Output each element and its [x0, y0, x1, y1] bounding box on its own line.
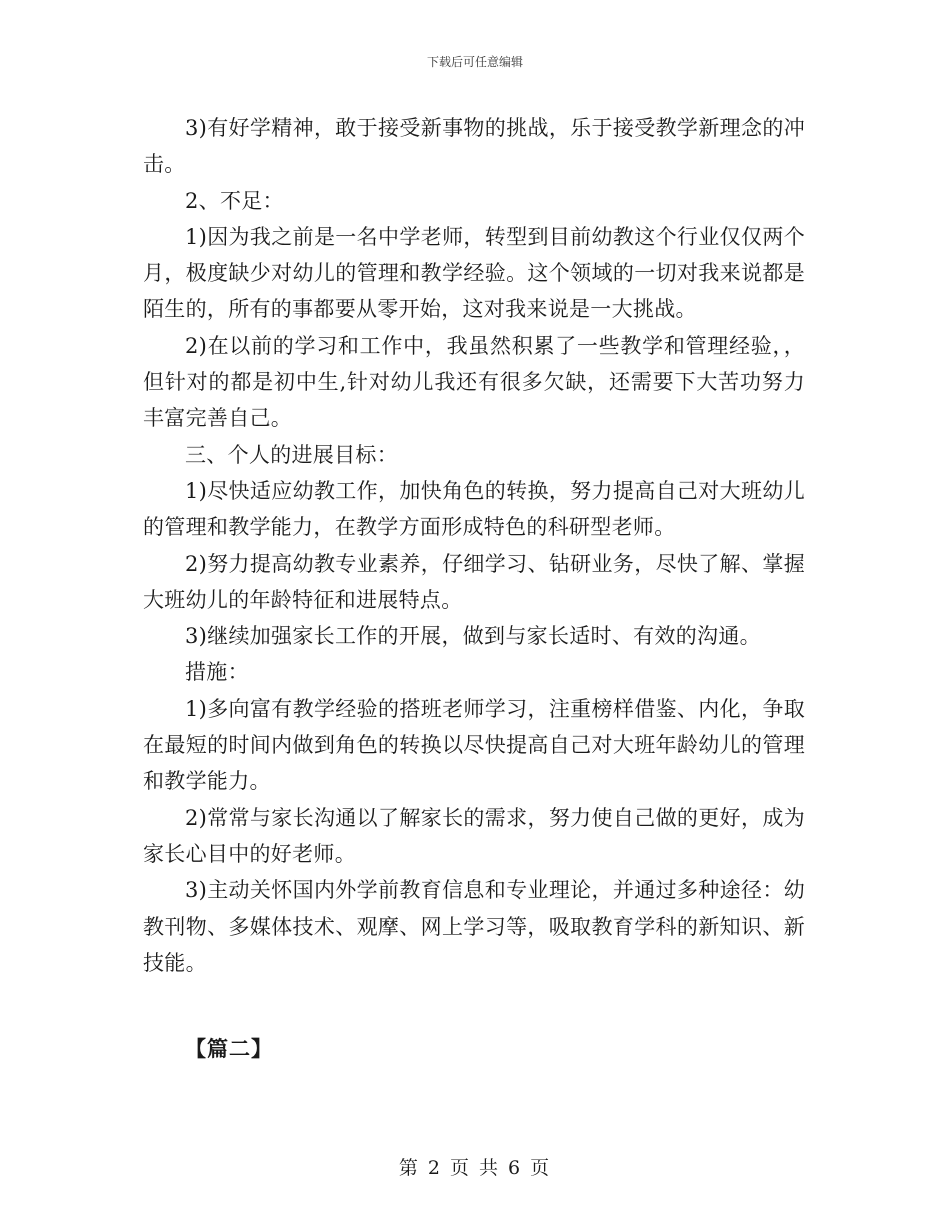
- heading-shortcomings: 2、不足：: [185, 188, 284, 213]
- section-marker: 【篇二】: [185, 1036, 273, 1061]
- paragraph-measure-1: 1)多向富有教学经验的搭班老师学习，注重榜样借鉴、内化，争取在最短的时间内做到角色的转换以尽快提高自己对大班年龄幼儿的管理和教学能力。: [143, 696, 805, 794]
- page-header: 下载后可任意编辑: [426, 55, 523, 69]
- paragraph-shortcoming-1: 1)因为我之前是一名中学老师，转型到目前幼教这个行业仅仅两个月，极度缺少对幼儿的管理和教学经验。这个领域的一切对我来说都是陌生的，所有的事都要从零开始，这对我来说是一大挑战。: [143, 224, 805, 322]
- paragraph-shortcoming-2: 2)在以前的学习和工作中，我虽然积累了一些教学和管理经验，，但针对的都是初中生,针对幼儿我还有很多欠缺，还需要下大苦功努力丰富完善自己。: [143, 333, 805, 431]
- page-footer: 第 2 页 共 6 页: [398, 1157, 552, 1179]
- paragraph-goal-1: 1)尽快适应幼教工作，加快角色的转换，努力提高自己对大班幼儿的管理和教学能力，在教学方面形成特色的科研型老师。: [143, 478, 805, 540]
- heading-development-goals: 三、个人的进展目标：: [185, 442, 398, 467]
- heading-measures: 措施：: [185, 660, 249, 685]
- paragraph-learning-spirit: 3)有好学精神，敢于接受新事物的挑战，乐于接受教学新理念的冲击。: [143, 116, 805, 177]
- paragraph-goal-2: 2)努力提高幼教专业素养，仔细学习、钻研业务，尽快了解、掌握大班幼儿的年龄特征和进展特点。: [143, 551, 805, 612]
- document-body: [143, 110, 805, 981]
- paragraph-goal-3: 3)继续加强家长工作的开展，做到与家长适时、有效的沟通。: [185, 624, 761, 649]
- paragraph-measure-2: 2)常常与家长沟通以了解家长的需求，努力使自己做的更好，成为家长心目中的好老师。: [143, 805, 805, 866]
- paragraph-measure-3: 3)主动关怀国内外学前教育信息和专业理论，并通过多种途径：幼教刊物、多媒体技术、观摩、网上学习等，吸取教育学科的新知识、新技能。: [143, 878, 805, 975]
